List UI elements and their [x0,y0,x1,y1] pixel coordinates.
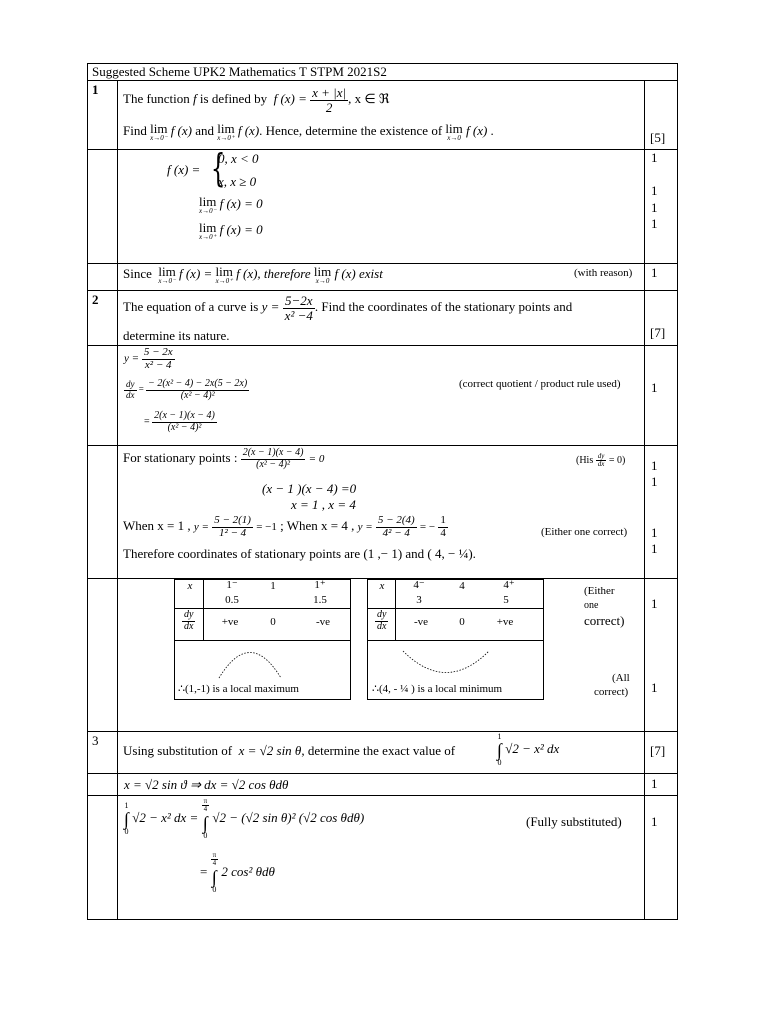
q3-marks: [7] [650,743,666,758]
q2-either-1: (Either [584,585,615,597]
q3-step-2: = $\frac{\pi}{4}$ ∫ 0 2 cos² θdθ [200,851,275,894]
q1-piece-2: x, x ≥ 0 [218,174,257,189]
q2-either-3: correct) [584,613,625,628]
q2-stationary-label: For stationary points : $\frac{2(x - 1)(x - 4)}{\text{(x² − 4)²}}$ = 0 [123,447,325,470]
q2-y-expression: y = $\frac{5 - 2x}{\text{x² − 4}}$ [124,346,173,371]
q2-stem-line1: The equation of a curve is y = $\frac{5-2x}{\text{x² −4}}$ . Find the coordinates of the stationary points and [123,293,573,323]
q3-integral: 1 ∫ 0 √2 − x² dx [497,732,560,767]
question-number-2: 2 [92,292,99,307]
q2-mark-6: 1 [651,596,658,611]
q2-mark-3: 1 [651,474,658,489]
table2-minimum-curve [400,648,492,678]
q1-mark-3: 1 [651,200,658,215]
q3-substitution: x = √2 sin ϑ ⇒ dx = √2 cos θdθ [124,777,289,792]
q1-def-fraction: $\frac{x + |x|}{2}$ [312,85,347,115]
table1-conclusion: ∴(1,-1) is a local maximum [178,683,299,695]
q1-piece-1: 0, x < 0 [218,151,259,166]
q2-roots: x = 1 , x = 4 [291,497,356,512]
q2-mark-7: 1 [651,680,658,695]
q3-stem: Using substitution of x = √2 sin θ, determine the exact value of [123,743,456,758]
table2-conclusion: ∴(4, - ¼ ) is a local minimum [372,683,503,695]
q3-full-substitution: 1 ∫ 0 √2 − x² dx = $\frac{\pi}{4}$ ∫ 0 √2 − (√2 sin θ)² (√2 cos θdθ) [124,797,365,840]
q2-stem-line2: determine its nature. [123,328,230,343]
question-number-3: 3 [92,733,99,748]
q2-either-note: (Either one correct) [541,526,628,538]
q1-mark-4: 1 [651,216,658,231]
table2-x-val-3: 5 [503,594,509,606]
q1-left-limit: lim x→0⁻ f (x) = 0 [199,194,263,215]
table2-x-head-3: 4⁺ [503,579,515,591]
q2-derivative: $\frac{dy}{dx}$ = $\frac{\text{− 2(x² − 4) − 2x(5 − 2x)}}{\text{(x² − 4)²}}$ [126,378,248,401]
table1-x-label: x [187,580,193,592]
q2-either-2: one [584,600,599,611]
q3-mark-1: 1 [651,776,658,791]
table2-sign-1: -ve [413,616,429,628]
q2-coordinates: Therefore coordinates of stationary points are (1 ,− 1) and ( 4, − ¼). [123,546,476,561]
q1-find: Find lim x→0⁻ f (x) and lim x→0⁺ f (x). Hence, determine the existence of lim x→0 f (x) . [123,121,494,142]
q2-mark-2: 1 [651,458,658,473]
q1-mark-2: 1 [651,183,658,198]
q3-fully-note: (Fully substituted) [526,814,622,829]
q2-mark-4: 1 [651,525,658,540]
document-title: Suggested Scheme UPK2 Mathematics T STPM 2021S2 [92,64,387,79]
q2-quotient-note: (correct quotient / product rule used) [459,378,621,390]
table1-x-head-3: 1⁺ [314,579,326,591]
question-number-1: 1 [92,82,99,97]
table1-sign-2: 0 [270,616,276,628]
table2-x-head-1: 4⁻ [413,579,425,591]
table1-sign-3: -ve [315,616,331,628]
q2-when-line: When x = 1 , y = $\frac{5 - 2(1)}{\text{1² − 4}}$ = −1 ; When x = 4 , y = $\frac{5 - 2(4)}{\text{4² − 4}}$ = − $\frac{1}{4}$ [123,514,446,539]
table2-x-val-1: 3 [416,594,422,606]
q1-piece-lhs: f (x) = [167,162,201,177]
q2-derivative-simplified: = $\frac{2(x - 1)(x - 4)}{\text{(x² − 4)²}}$ [144,410,215,433]
table2-sign-3: +ve [496,616,514,628]
q2-all-2: correct) [594,686,629,698]
q1-mark-5: 1 [651,265,658,280]
table1-sign-1: +ve [221,616,239,628]
q2-all-1: (All [612,672,630,684]
q1-with-reason: (with reason) [574,267,633,279]
q1-brace: { [210,146,226,190]
table2-x-label: x [379,580,385,592]
table1-x-val-1: 0.5 [225,594,239,606]
q1-marks: [5] [650,130,666,145]
q1-definition: The function f is defined by f (x) = $\frac{x + |x|}{2}$ , x ∈ ℜ [123,85,390,115]
table1-maximum-curve [215,645,285,681]
table1-x-head-1: 1⁻ [226,579,238,591]
q1-mark-1: 1 [651,150,658,165]
table2-sign-2: 0 [459,616,465,628]
table2-x-head-2: 4 [459,580,465,592]
q1-right-limit: lim x→0⁺ f (x) = 0 [199,220,263,241]
table1-dydx: $\frac{dy}{dx}$ [184,609,194,632]
q3-mark-2: 1 [651,814,658,829]
q2-mark-1: 1 [651,380,658,395]
q2-his-note: (His $\frac{dy}{dx}$ = 0) [576,452,626,469]
q2-marks: [7] [650,325,666,340]
table1-x-val-3: 1.5 [313,594,327,606]
q1-since-line: Since lim x→0⁻ f (x) = lim x→0⁺ f (x), therefore lim x→0 f (x) exist [123,264,383,285]
q2-factorised: (x − 1 )(x − 4) =0 [262,481,357,496]
table2-dydx: $\frac{dy}{dx}$ [377,609,387,632]
table1-x-head-2: 1 [270,580,276,592]
q2-mark-5: 1 [651,541,658,556]
